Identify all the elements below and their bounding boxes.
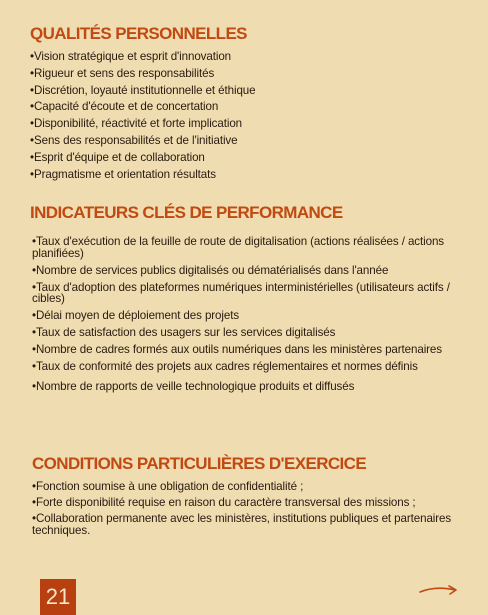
list-item: •Fonction soumise à une obligation de confidentialité ; xyxy=(32,480,304,493)
section-title: CONDITIONS PARTICULIÈRES D'EXERCICE xyxy=(32,454,367,473)
list-item: •Nombre de rapports de veille technologique produits et diffusés xyxy=(32,379,355,393)
section-indicateurs-performance xyxy=(30,203,466,398)
list-item: •Forte disponibilité requise en raison du caractère transversal des missions ; xyxy=(32,496,416,509)
section-qualites-personnelles xyxy=(30,24,466,185)
list-item: •Esprit d'équipe et de collaboration xyxy=(30,150,205,164)
section-title: QUALITÉS PERSONNELLES xyxy=(30,24,247,43)
bullet-icon: • xyxy=(32,309,36,322)
indicateurs-list xyxy=(32,236,466,392)
page-number: 21 xyxy=(40,579,76,615)
bullet-icon: • xyxy=(30,133,34,147)
bullet-icon: • xyxy=(32,496,36,509)
bullet-icon: • xyxy=(32,263,36,277)
list-item: •Discrétion, loyauté institutionnelle et éthique xyxy=(30,83,256,97)
bullet-icon: • xyxy=(32,480,36,493)
bullet-icon: • xyxy=(30,66,34,80)
list-item: •Taux de satisfaction des usagers sur les services digitalisés xyxy=(32,326,336,339)
bullet-icon: • xyxy=(30,83,34,97)
list-item: •Capacité d'écoute et de concertation xyxy=(30,100,219,114)
list-item: •Taux d'exécution de la feuille de route de digitalisation (actions réalisées / actions planifiées) xyxy=(32,235,444,260)
list-item: •Nombre de services publics digitalisés ou dématérialisés dans l'année xyxy=(32,263,389,277)
arrow-right-icon[interactable] xyxy=(418,582,460,598)
list-item: •Sens des responsabilités et de l'initiative xyxy=(30,133,238,147)
bullet-icon: • xyxy=(32,326,36,339)
bullet-icon: • xyxy=(30,167,34,181)
bullet-icon: • xyxy=(32,360,36,373)
conditions-list xyxy=(32,481,466,536)
list-item: •Taux d'adoption des plateformes numériques interministérielles (utilisateurs actifs / cibles) xyxy=(32,280,450,305)
bullet-icon: • xyxy=(32,343,36,356)
list-item: •Délai moyen de déploiement des projets xyxy=(32,309,240,322)
list-item: •Disponibilité, réactivité et forte implication xyxy=(30,117,243,131)
bullet-icon: • xyxy=(32,379,36,393)
bullet-icon: • xyxy=(30,150,34,164)
bullet-icon: • xyxy=(30,50,34,63)
bullet-icon: • xyxy=(32,512,36,525)
list-item: •Rigueur et sens des responsabilités xyxy=(30,66,215,80)
list-item: •Collaboration permanente avec les ministères, institutions publiques et partenaires techniques. xyxy=(32,512,452,537)
bullet-icon: • xyxy=(30,117,34,131)
section-conditions-exercice xyxy=(32,454,466,541)
list-item: •Nombre de cadres formés aux outils numériques dans les ministères partenaires xyxy=(32,343,442,356)
qualites-list xyxy=(30,51,466,180)
list-item: •Pragmatisme et orientation résultats xyxy=(30,167,216,181)
bullet-icon: • xyxy=(30,100,34,114)
section-title: INDICATEURS CLÉS DE PERFORMANCE xyxy=(30,203,343,222)
bullet-icon: • xyxy=(32,280,36,294)
list-item: •Vision stratégique et esprit d'innovation xyxy=(30,50,232,63)
bullet-icon: • xyxy=(32,235,36,248)
list-item: •Taux de conformité des projets aux cadres réglementaires et normes définis xyxy=(32,360,418,373)
